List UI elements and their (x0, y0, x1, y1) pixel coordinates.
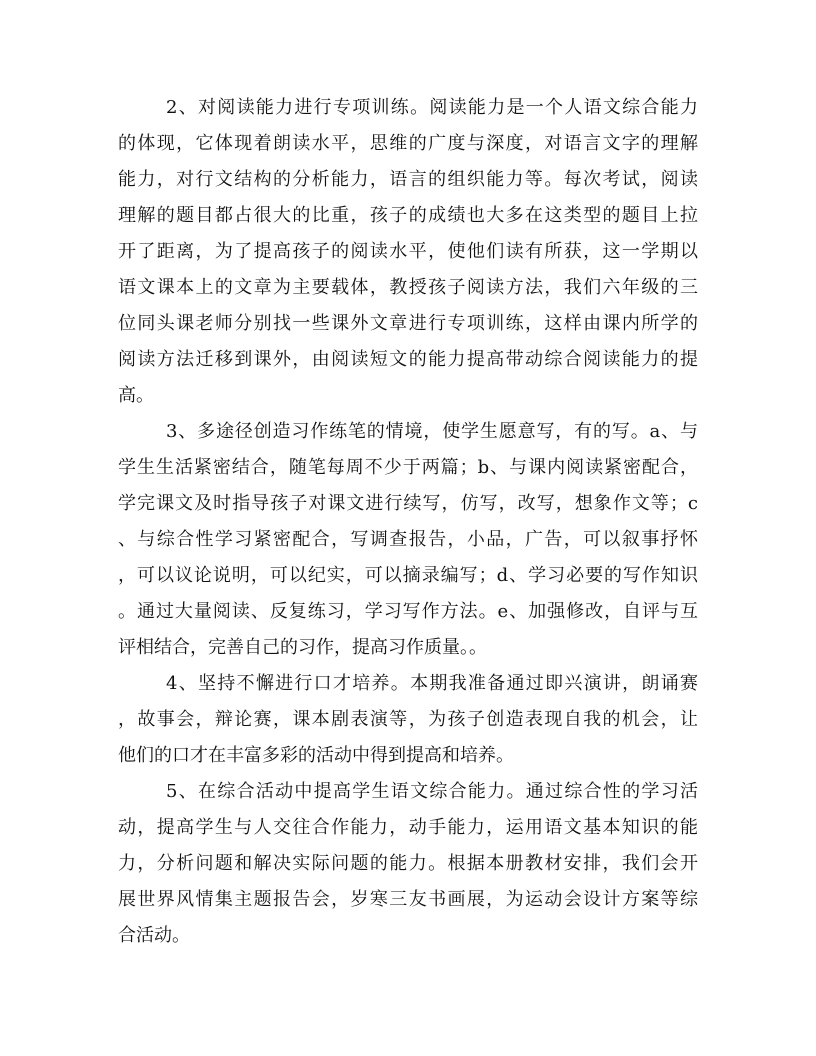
text-line: 、与综合性学习紧密配合，写调查报告，小品，广告，可以叙事抒怀 (118, 529, 698, 550)
text-line: 语文课本上的文章为主要载体，教授孩子阅读方法，我们六年级的三 (118, 277, 698, 298)
text-line: 2、对阅读能力进行专项训练。阅读能力是一个人语文综合能力 (166, 97, 698, 118)
document-body (118, 90, 698, 954)
text-line: 学完课文及时指导孩子对课文进行续写，仿写，改写，想象作文等；c (118, 493, 698, 514)
text-line: 合活动。 (118, 925, 190, 946)
text-line: 评相结合，完善自己的习作，提高习作质量。。 (118, 637, 487, 658)
paragraph-reading-training (118, 90, 698, 414)
text-line: 力，分析问题和解决实际问题的能力。根据本册教材安排，我们会开 (118, 853, 698, 874)
paragraph-speaking-skills (118, 666, 698, 774)
text-line: 学生生活紧密结合，随笔每周不少于两篇；b、与课内阅读紧密配合， (118, 457, 698, 478)
text-line: 的体现，它体现着朗读水平，思维的广度与深度，对语言文字的理解 (118, 133, 698, 154)
text-line: 能力，对行文结构的分析能力，语言的组织能力等。每次考试，阅读 (118, 169, 698, 190)
paragraph-comprehensive-activities (118, 774, 698, 954)
text-line: 开了距离，为了提高孩子的阅读水平，使他们读有所获，这一学期以 (118, 241, 698, 262)
text-line: 阅读方法迁移到课外，由阅读短文的能力提高带动综合阅读能力的提 (118, 349, 698, 370)
text-line: 他们的口才在丰富多彩的活动中得到提高和培养。 (118, 745, 514, 766)
text-line: 动，提高学生与人交往合作能力，动手能力，运用语文基本知识的能 (118, 817, 698, 838)
text-line: 理解的题目都占很大的比重，孩子的成绩也大多在这类型的题目上拉 (118, 205, 698, 226)
text-line: 。通过大量阅读、反复练习，学习写作方法。e、加强修改，自评与互 (118, 601, 698, 622)
text-line: 4、坚持不懈进行口才培养。本期我准备通过即兴演讲，朗诵赛 (166, 673, 698, 694)
text-line: ，故事会，辩论赛，课本剧表演等，为孩子创造表现自我的机会，让 (118, 709, 698, 730)
text-line: ，可以议论说明，可以纪实，可以摘录编写；d、学习必要的写作知识 (118, 565, 698, 586)
text-line: 5、在综合活动中提高学生语文综合能力。通过综合性的学习活 (166, 781, 698, 802)
text-line: 位同头课老师分别找一些课外文章进行专项训练，这样由课内所学的 (118, 313, 698, 334)
text-line: 展世界风情集主题报告会，岁寒三友书画展，为运动会设计方案等综 (118, 889, 698, 910)
text-line: 3、多途径创造习作练笔的情境，使学生愿意写，有的写。a、与 (166, 421, 698, 442)
text-line: 高。 (118, 385, 154, 406)
paragraph-writing-practice (118, 414, 698, 666)
